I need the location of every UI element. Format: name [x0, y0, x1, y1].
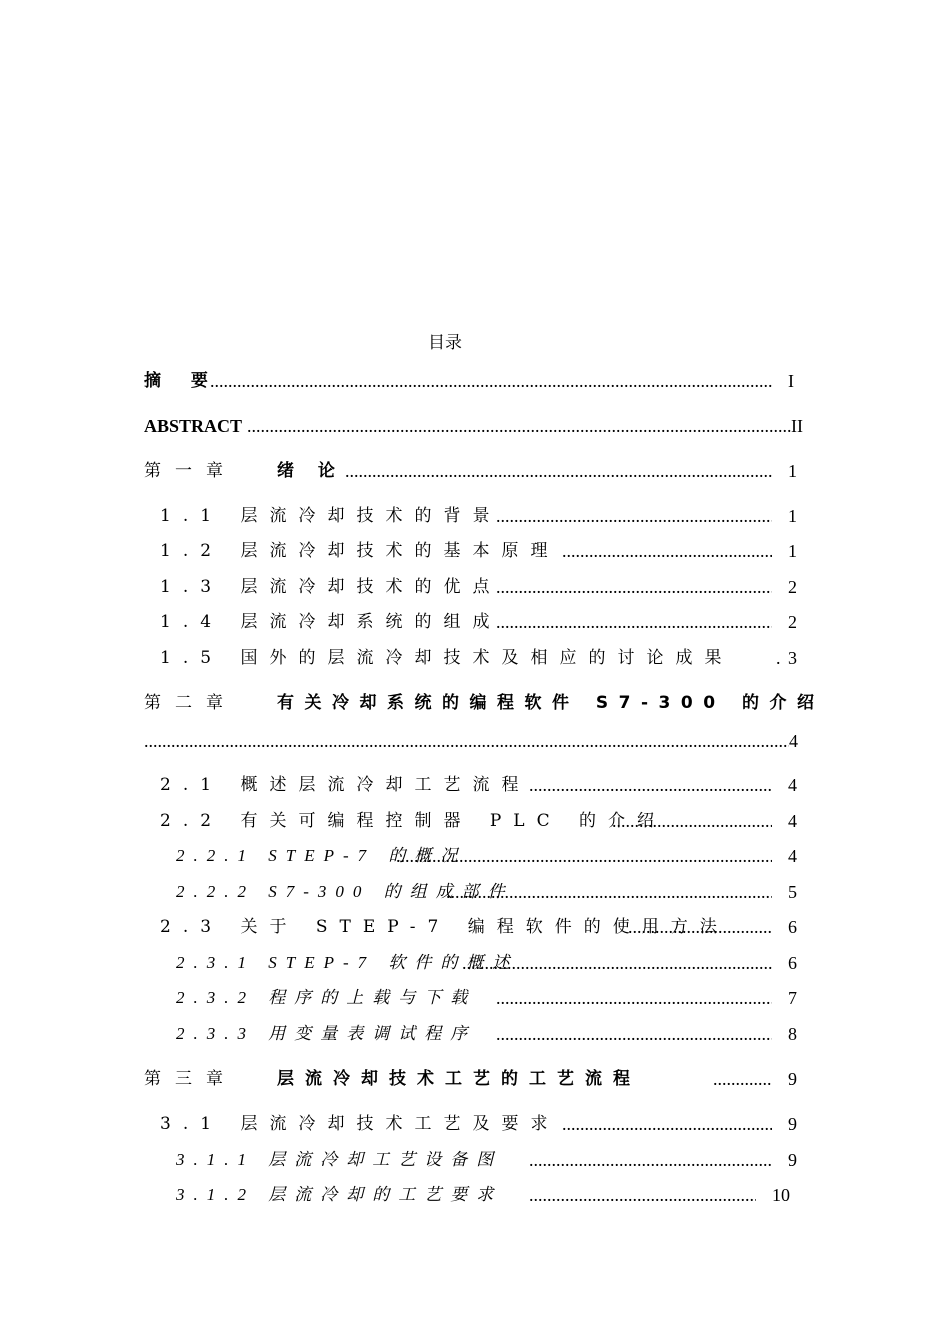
toc-leader-dots: [529, 772, 772, 798]
toc-page-number: 4: [788, 811, 797, 831]
toc-page-number: 4: [789, 731, 798, 751]
toc-entry-label: 2.3.1 STEP-7 软件的概述: [176, 953, 519, 972]
toc-entry-1-3[interactable]: [0, 574, 950, 600]
toc-leader-dots: [628, 914, 772, 940]
toc-leader-dots: [144, 728, 789, 754]
toc-page-number: 10: [772, 1185, 790, 1205]
toc-leader-dots: [496, 503, 772, 529]
toc-entry-label: 2.2.1 STEP-7 的概况: [176, 846, 467, 865]
toc-leader-dots: [562, 1111, 772, 1137]
toc-entry-chapter-3[interactable]: [0, 1066, 950, 1092]
toc-entry-label: 2.3.2 程序的上载与下载: [176, 988, 477, 1007]
toc-entry-chapter-2-leader: [0, 728, 950, 754]
toc-leader-dots: [496, 985, 772, 1011]
toc-chapter-number: 第二章: [144, 693, 237, 713]
toc-leader-dots: [529, 1182, 756, 1208]
toc-entry-label: 1.1 层流冷却技术的背景: [160, 506, 502, 526]
toc-entry-label: 2.3.3 用变量表调试程序: [176, 1024, 477, 1043]
toc-entry-abstract-en[interactable]: [0, 413, 950, 439]
toc-entry-2-2[interactable]: [0, 808, 950, 834]
toc-entry-label: 2.2.2 S7-300 的组成部件: [176, 882, 514, 901]
toc-page-number: 6: [788, 953, 797, 973]
toc-title: 目录: [428, 333, 462, 352]
toc-leader-dots: [345, 458, 772, 484]
toc-page-number: 6: [788, 917, 797, 937]
toc-entry-label: 绪 论: [277, 461, 344, 481]
toc-leader-dots: [562, 538, 772, 564]
toc-entry-3-1-1[interactable]: [0, 1147, 950, 1173]
toc-entry-label: 2.3 关于 STEP-7 编程软件的使用方法: [160, 917, 729, 937]
toc-entry-label: 1.5 国外的层流冷却技术及相应的讨论成果: [160, 648, 734, 668]
toc-entry-2-2-1[interactable]: [0, 843, 950, 869]
toc-entry-label: 3.1 层流冷却技术工艺及要求: [160, 1114, 560, 1134]
toc-entry-abstract-cn[interactable]: [0, 368, 950, 394]
toc-page-number: 4: [788, 846, 797, 866]
toc-leader-dots: [396, 843, 772, 869]
toc-page-number: II: [791, 416, 803, 436]
toc-entry-2-3-3[interactable]: [0, 1021, 950, 1047]
toc-entry-label: 3.1.1 层流冷却工艺设备图: [176, 1150, 503, 1169]
toc-entry-2-2-2[interactable]: [0, 879, 950, 905]
toc-entry-label: 1.3 层流冷却技术的优点: [160, 577, 502, 597]
toc-entry-2-3-1[interactable]: [0, 950, 950, 976]
toc-page-number: 2: [788, 577, 797, 597]
toc-page-number: 5: [788, 882, 797, 902]
toc-entry-chapter-1[interactable]: [0, 458, 950, 484]
toc-page-number: 9: [788, 1069, 797, 1089]
toc-page-number: 8: [788, 1024, 797, 1044]
toc-leader-dots: [612, 808, 772, 834]
toc-page-number: 2: [788, 612, 797, 632]
toc-page-number: I: [788, 371, 794, 391]
toc-page-number: 9: [788, 1114, 797, 1134]
toc-page-number: 4: [788, 775, 797, 795]
toc-leader-dots: [713, 1066, 772, 1092]
toc-entry-label: 有关冷却系统的编程软件 S7-300 的介绍: [277, 693, 825, 713]
toc-entry-label: 1.4 层流冷却系统的组成: [160, 612, 502, 632]
toc-leader-dots: [529, 1147, 772, 1173]
toc-entry-label: 层流冷却技术工艺的工艺流程: [277, 1069, 641, 1089]
toc-page-number: 1: [788, 541, 797, 561]
toc-entry-2-3-2[interactable]: [0, 985, 950, 1011]
toc-chapter-number: 第一章: [144, 461, 237, 481]
toc-page-number: 1: [788, 461, 797, 481]
toc-leader-dots: [462, 950, 772, 976]
toc-chapter-number: 第三章: [144, 1069, 237, 1089]
toc-entry-chapter-2[interactable]: [0, 690, 950, 716]
toc-leader-dots: [446, 879, 772, 905]
toc-entry-label: ABSTRACT: [144, 416, 243, 436]
toc-page-number: 1: [788, 506, 797, 526]
toc-page-number: 3: [788, 648, 797, 668]
toc-entry-label: 摘 要: [144, 371, 220, 391]
toc-leader-dots: [247, 413, 791, 439]
toc-entry-3-1[interactable]: [0, 1111, 950, 1137]
toc-entry-1-5[interactable]: [0, 645, 950, 671]
toc-leader-dots: [496, 1021, 772, 1047]
toc-entry-1-1[interactable]: [0, 503, 950, 529]
toc-entry-label: 2.1 概述层流冷却工艺流程: [160, 775, 531, 795]
toc-leader-dots: [496, 574, 772, 600]
toc-leader-dots: .: [776, 648, 781, 668]
toc-leader-dots: [496, 609, 772, 635]
toc-entry-2-3[interactable]: [0, 914, 950, 940]
toc-entry-label: 1.2 层流冷却技术的基本原理: [160, 541, 560, 561]
toc-entry-1-2[interactable]: [0, 538, 950, 564]
toc-page-number: 9: [788, 1150, 797, 1170]
toc-page-number: 7: [788, 988, 797, 1008]
toc-entry-label: 3.1.2 层流冷却的工艺要求: [176, 1185, 503, 1204]
toc-entry-2-1[interactable]: [0, 772, 950, 798]
toc-leader-dots: [210, 368, 772, 394]
toc-entry-1-4[interactable]: [0, 609, 950, 635]
toc-entry-3-1-2[interactable]: [0, 1182, 950, 1208]
toc-entry-label: 2.2 有关可编程控制器 PLC 的介绍: [160, 811, 666, 831]
